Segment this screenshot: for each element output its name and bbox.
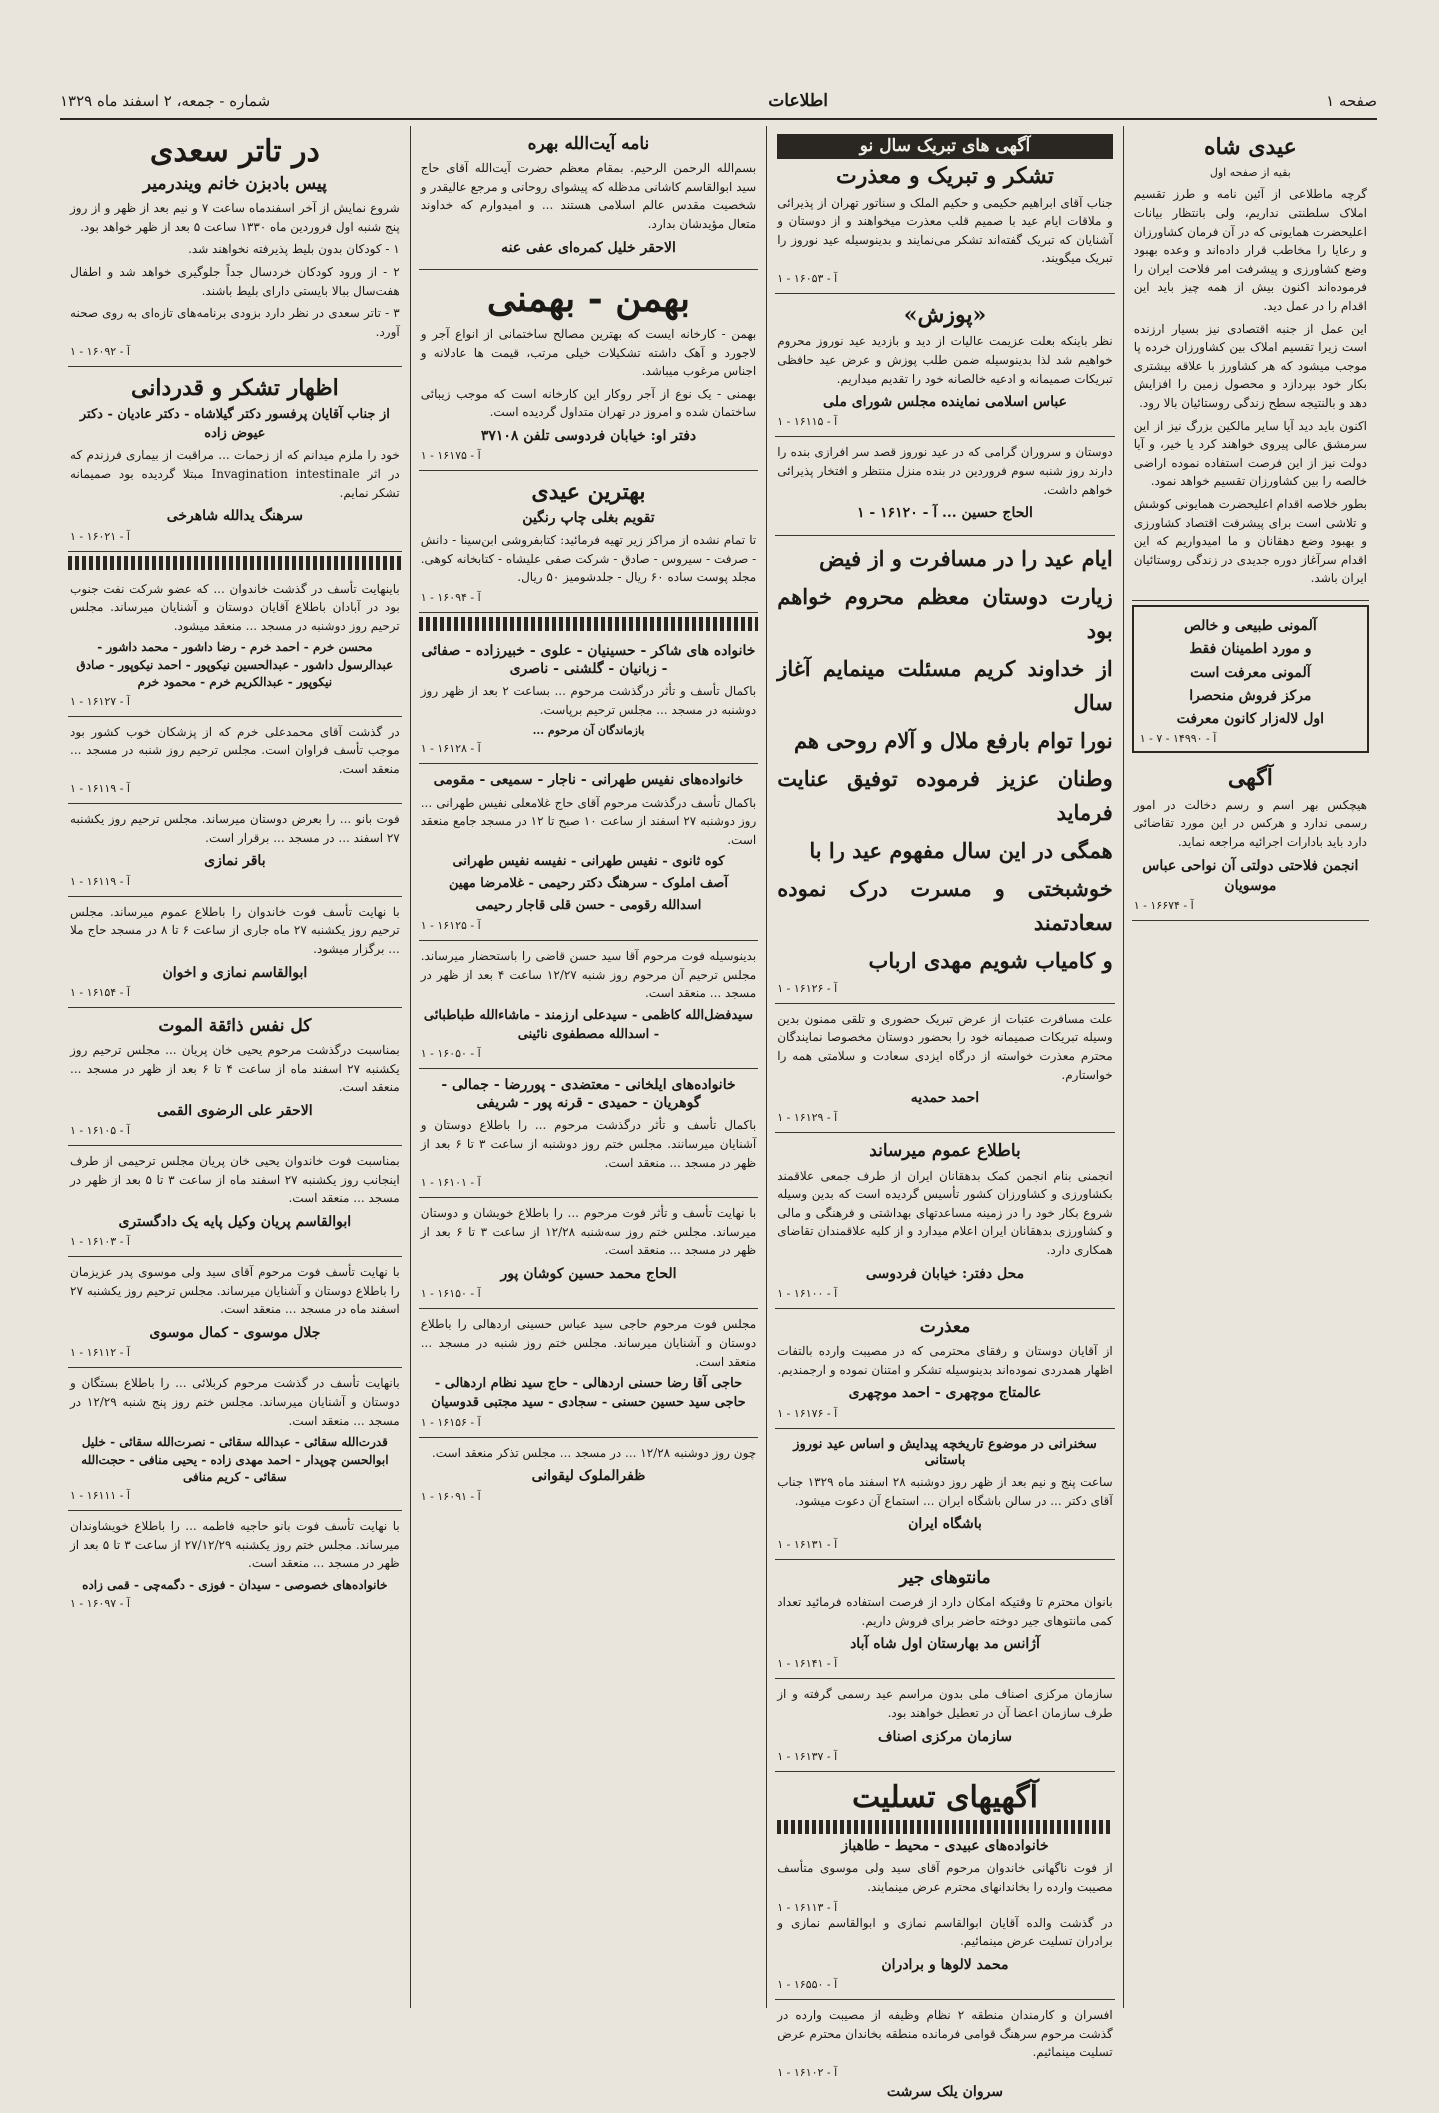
condolence-header: آگهیهای تسلیت xyxy=(852,1779,1038,1815)
qazi-ad xyxy=(419,941,759,1069)
families-text: باکمال تأسف و تأثر درگذشت مرحوم ... را باطلاع دوستان و آشنایان میرسانند. مجلس ختم روز دوشنبه از ساعت ۳ تا ۶ بعد از ظهر در مسجد ... منعقد است. xyxy=(420,1118,757,1170)
guild-text: سازمان مرکزی اصناف ملی بدون مراسم عید رسمی گرفته و از طرف سازمان اعضا آن در تعطیل خواهند بود. xyxy=(777,1687,1113,1720)
divider xyxy=(419,617,759,631)
notice-text: هیچکس بهر اسم و رسم دخالت در امور رسمی ندارد و هرکس در این مورد تقاضائی دارد باید بادارات اجرائیه مراجعه نماید. xyxy=(1133,797,1367,849)
editorial-shah xyxy=(1132,126,1369,601)
regret-text: از آقایان دوستان و رفقای محترمی که در مصیبت وارده بالتفات اظهار همدردی نموده‌اند بدینوسیله تشکر و امتنان نموده و ارجمندیم. xyxy=(777,1344,1113,1377)
arbab-line: ایام عید را در مسافرت و از فیض xyxy=(819,545,1113,571)
families-signature: اسدالله رقومی - حسن قلی قاجار رحیمی xyxy=(475,898,702,914)
divider xyxy=(777,1820,1113,1834)
ardahali-ad xyxy=(419,1309,759,1437)
ad-code: آ - ۱۶۱۱۹ - ۱ xyxy=(70,874,130,888)
bahman-ad xyxy=(419,270,759,471)
ad-code: آ - ۱۶۰۵۳ - ۱ xyxy=(777,272,838,286)
ad-code: آ - ۱۶۱۰۰ - ۱ xyxy=(777,1286,838,1300)
gratitude-text: خود را ملزم میدانم که از زحمات ... مراقبت از بیماری فرزندم که در اثر Invagination intestinale مبتلا گردیده بود صمیمانه تشکر نمایم. xyxy=(70,448,400,500)
ad-code: آ - ۱۶۱۱۱ - ۱ xyxy=(70,1489,130,1503)
theater-title: در تاتر سعدی xyxy=(149,134,320,169)
ad-code: آ - ۱۶۰۹۱ - ۱ xyxy=(420,1489,481,1503)
ad-code: آ - ۱۶۱۱۹ - ۱ xyxy=(70,782,130,796)
ad-code: آ - ۱۶۱۷۶ - ۱ xyxy=(777,1406,838,1420)
condolence-families: خانواده‌های عبیدی - محیط - طاهباز xyxy=(841,1837,1049,1854)
apology-text: نظر باینکه بعلت عزیمت عالیات از دید و بازدید عید نوروز محروم خواهیم شد لذا بدینوسیله ضمن طلب پوزش و عرض عید حافظی تبریکات صمیمانه و ادعیه خالصانه خود را تقدیم میداریم. xyxy=(777,334,1113,386)
doctor-ad xyxy=(68,717,402,805)
families-signature: بازماندگان آن مرحوم ... xyxy=(532,724,645,738)
namazi-ad xyxy=(68,804,402,896)
ad-code: آ - ۱۶۶۷۴ - ۱ xyxy=(1133,899,1194,913)
namazi-text: فوت بانو ... را بعرض دوستان میرساند. مجلس ترحیم روز یکشنبه ۲۷ اسفند ... در مسجد ... برقرار است. xyxy=(70,812,400,845)
reception-text: دوستان و سروران گرامی که در عید نوروز قصد سر افرازی بنده را دارند روز شنبه سوم فروردین در بنده منزل منتظر و افتخار پذیرائی خواهم داشت. xyxy=(777,445,1113,497)
namazi-brothers-ad xyxy=(68,897,402,1008)
kooshan-signature: الحاج محمد حسین کوشان پور xyxy=(500,1266,677,1283)
families-signature: کوه ثانوی - نفیس طهرانی - نفیسه نفیس طهرانی xyxy=(452,854,725,870)
coat-text: بانوان محترم تا وقتیکه امکان دارد از فرصت استفاده فرمائید تعداد کمی مانتوهای جیر دوخته حاضر برای فروش داریم. xyxy=(777,1594,1113,1628)
arbab-line: زیارت دوستان معظم محروم خواهم بود xyxy=(777,583,1113,643)
almond-ad xyxy=(1132,605,1369,753)
ad-code: آ - ۱۶۱۱۵ - ۱ xyxy=(777,415,838,429)
theater-item: ۳ - تاتر سعدی در نظر دارد بزودی برنامه‌های تازه‌ای به روی صحنه آورد. xyxy=(70,306,400,339)
columns xyxy=(60,126,1377,2100)
ad-code: آ - ۱۶۰۵۰ - ۱ xyxy=(420,1047,481,1061)
editorial-para: این عمل از جنبه اقتصادی نیز بسیار ارزنده است زیرا تقسیم املاک بین کشاورزان خرده پا موجب میشود که هر کشاورز با علاقه بیشتری بکار خود بپردازد و محصول زمین را افزایش دهد و بالنتیجه سطح زندگی روستائیان بالا رود. xyxy=(1133,321,1367,410)
ad-code: آ - ۱۴۹۹۰ - ۷ - ۱ xyxy=(1139,732,1217,746)
apology-ad xyxy=(775,294,1115,437)
arbab-line: وطنان عزیز فرموده توفیق عنایت فرماید xyxy=(777,765,1113,825)
namazi-brothers-text: با نهایت تأسف فوت خاندوان را باطلاع عموم میرساند. مجلس ترحیم روز یکشنبه ۲۷ ماه جاری از ساعت ۶ تا ۸ در مسجد حاج ملا ... برگزار میشود. xyxy=(70,904,400,956)
khorram-signature: محسن خرم - احمد خرم - رضا داشور - محمد داشور - عبدالرسول داشور - عبدالحسین نیکوپور - احمد نیکوپور - صادق نیکوپور - عبدالکریم خرم - محمود خرم xyxy=(76,640,394,690)
ad-code: آ - ۱۶۰۲۱ - ۱ xyxy=(70,529,130,543)
families-title: خانواده‌های نفیس طهرانی - ناجار - سمیعی - مقومی xyxy=(433,772,744,789)
editorial-para: اکنون باید دید آیا سایر مالکین بزرگ نیز از این سرمشق عالی پیروی خواهند کرد یا خیر، و آیا دولت نیز از این فرصت استفاده نموده اراضی خالصه را بین کشاورزان تقسیم خواهد نمود. xyxy=(1133,418,1367,489)
condolence-section xyxy=(775,1772,1115,2000)
bahman-text: بهمنی - یک نوع از آجر روکار این کارخانه است که موجب زیبائی ساختمان شده و امروز در تهران متداول گردیده است. xyxy=(420,386,757,420)
almond-line: و مورد اطمینان فقط xyxy=(1189,641,1312,658)
arbab-line: همگی در این سال مفهوم عید را با xyxy=(809,837,1113,863)
fatemeh-signature: خانواده‌های خصوصی - سیدان - فوزی - دگمه‌چی - قمی زاده xyxy=(82,1578,388,1593)
officers-text: افسران و کارمندان منطقه ۲ نظام وظیفه از مصیبت وارده در گذشت مرحوم سرهنگ قوامی فرمانده منطقه بخاندان محترم عرض تسلیت مینمائیم. xyxy=(777,2008,1113,2060)
families-title: خانواده‌های ایلخانی - معتضدی - پوررضا - جمالی - گوهریان - حمیدی - قرنه پور - شریفی xyxy=(441,1077,736,1111)
arbab-line: از خداوند کریم مسئلت مینمایم آغاز سال xyxy=(777,655,1113,715)
pilgrimage-signature: احمد حمدیه xyxy=(910,1090,980,1107)
ad-code: آ - ۱۶۱۱۳ - ۱ xyxy=(777,1900,838,1914)
ad-code: آ - ۱۶۱۵۴ - ۱ xyxy=(70,985,130,999)
almond-line: آلمونی معرفت است xyxy=(1190,664,1311,681)
families-title: خانواده های شاکر - حسینیان - علوی - خبیرزاده - صفائی - زبانیان - گلشنی - ناصری xyxy=(421,643,756,677)
ad-code: آ - ۱۶۱۱۲ - ۱ xyxy=(70,1346,130,1360)
ad-code: آ - ۱۶۱۵۶ - ۱ xyxy=(420,1415,481,1429)
column-1 xyxy=(1123,126,1377,2008)
ad-code: آ - ۱۶۱۰۲ - ۱ xyxy=(777,2065,838,2079)
theater-play: پیس بادبزن خانم ویندرمیر xyxy=(142,174,327,194)
parian-ad xyxy=(68,1146,402,1257)
guild-signature: سازمان مرکزی اصناف xyxy=(878,1728,1012,1745)
calendar-subtitle: تقویم بغلی چاپ رنگین xyxy=(522,509,655,526)
khorram-ad xyxy=(68,574,402,717)
arbab-line: نورا توام بارفع ملال و آلام روحی هم xyxy=(793,727,1113,753)
leyghvani-signature: ظفرالملوک لیقوانی xyxy=(531,1468,646,1485)
leyghvani-ad xyxy=(419,1438,759,1511)
arbab-line: و کامیاب شویم مهدی ارباب xyxy=(868,947,1113,973)
regret-ad xyxy=(775,1309,1115,1429)
almond-line: آلمونی طبیعی و خالص xyxy=(1183,617,1317,634)
ad-code: آ - ۱۶۱۲۷ - ۱ xyxy=(70,694,130,708)
parian-text: بمناسبت فوت خاندوان یحیی خان پریان مجلس ترحیمی از طرف اینجانب روز یکشنبه ۲۷ اسفند ماه از ساعت ۳ تا ۵ بعد از ظهر در مسجد ... منعقد است. xyxy=(70,1154,400,1206)
ilkhani-families-ad xyxy=(419,1069,759,1198)
theater-item: ۲ - از ورود کودکان خردسال جداً جلوگیری خواهد شد و اطفال هفت‌سال ببالا بایستی دارای بلیط باشند. xyxy=(70,265,400,298)
gratitude-title: اظهار تشکر و قدردانی xyxy=(130,375,339,402)
ayatollah-letter xyxy=(419,126,759,270)
letter-signature: الاحقر خلیل کمره‌ای عفی عنه xyxy=(501,239,676,256)
letter-text: بسم‌الله الرحمن الرحیم. بمقام معظم حضرت آیت‌الله آقای حاج سید ابوالقاسم کاشانی مدظله که پیشوای روحانی و مرجع عالیقدر و شخصیت مقدس عالم اسلامی هستند ... و امیدوارم که خداوند متعال مؤیدشان بدارد. xyxy=(420,161,757,232)
issue-date: شماره - جمعه، ۲ اسفند ماه ۱۳۲۹ xyxy=(60,92,271,110)
ad-code: آ - ۱۶۱۷۵ - ۱ xyxy=(420,449,481,463)
new-year-header: آگهی های تبریک سال نو xyxy=(777,134,1113,159)
mousavi-text: با نهایت تأسف فوت مرحوم آقای سید ولی موسوی پدر عزیزمان را باطلاع دوستان و آشنایان میرساند. مجلس ترحیم روز یکشنبه ۲۷ اسفند ماه در مسجد ... منعقد است. xyxy=(70,1265,400,1317)
reception-signature: الحاج حسین ... آ - ۱۶۱۲۰ - ۱ xyxy=(857,505,1033,522)
saqaei-text: بانهایت تأسف در گذشت مرحوم کربلائی ... را باطلاع بستگان و دوستان و آشنایان میرساند. مجلس ختم روز پنج شنبه ۱۲/۲۹ در مسجد ... منعقد است. xyxy=(70,1376,400,1428)
ad-code: آ - ۱۶۱۰۱ - ۱ xyxy=(420,1176,481,1190)
ad-code: آ - ۱۶۱۰۳ - ۱ xyxy=(70,1235,130,1249)
column-2 xyxy=(766,126,1123,2100)
mousavi-ad xyxy=(68,1257,402,1368)
regret-signature: عالمتاج موچهری - احمد موچهری xyxy=(848,1385,1042,1402)
ad-code: آ - ۱۶۰۹۲ - ۱ xyxy=(70,345,130,359)
masthead xyxy=(60,84,1377,120)
new-year-ad xyxy=(775,126,1115,294)
fatemeh-text: با نهایت تأسف فوت بانو حاجیه فاطمه ... را باطلاع خویشاوندان میرساند. مجلس ختم روز یکشنبه ۲۷/۱۲/۲۹ از ساعت ۳ تا ۵ بعد از ظهر در مسجد ... منعقد است. xyxy=(70,1519,400,1571)
calendar-ad xyxy=(419,471,759,613)
editorial-subtitle: بقیه از صفحه اول xyxy=(1209,166,1291,180)
gratitude-signature: سرهنگ یدالله شاهرخی xyxy=(166,508,304,525)
verse-title: کل نفس ذائقة الموت xyxy=(158,1015,312,1036)
saadi-theater-ad xyxy=(68,126,402,367)
theater-item: ۱ - کودکان بدون بلیط پذیرفته نخواهند شد. xyxy=(188,242,400,257)
public-notice-ad xyxy=(775,1133,1115,1309)
saqaei-signature: قدرت‌الله سقائی - عبدالله سقائی - نصرت‌الله سقائی - خلیل ابوالحسن چوپدار - احمد مهدی زاده - یحیی منافی - حجت‌الله سقائی - کریم منافی xyxy=(81,1435,389,1484)
coat-signature: آژانس مد بهارستان اول شاه آباد xyxy=(850,1636,1040,1653)
lecture-text: ساعت پنج و نیم بعد از ظهر روز دوشنبه ۲۸ اسفند ماه ۱۳۲۹ جناب آقای دکتر ... در سالن باشگاه ایران ... استماع آن دعوت میشود. xyxy=(777,1475,1113,1508)
pilgrimage-text: علت مسافرت عتبات از عرض تبریک حضوری و تلقی ممنون بدین وسیله تبریکات صمیمانه خود را بحضور دوستان مخصوصا نمایندگان محترم معذرت خواسته از درگاه ایزدی سعادت و سلامتی همه را خواستارم. xyxy=(777,1011,1113,1082)
guild-ad xyxy=(775,1679,1115,1771)
bahman-title: بهمن - بهمنی xyxy=(486,277,691,320)
ad-code: آ - ۱۶۱۳۱ - ۱ xyxy=(777,1537,838,1551)
namazi-brothers-signature: ابوالقاسم نمازی و اخوان xyxy=(162,964,308,981)
condolence-signature: محمد لالوها و برادران xyxy=(881,1956,1009,1973)
column-3 xyxy=(410,126,767,2008)
ad-code: آ - ۱۶۱۳۷ - ۱ xyxy=(777,1749,838,1763)
calendar-title: بهترین عیدی xyxy=(531,479,646,506)
gratitude-ad xyxy=(68,367,402,551)
doctor-text: در گذشت آقای محمدعلی خرم که از پزشکان خوب کشور بود موجب تأسف فراوان است. مجلس ترحیم روز شنبه در مسجد ... منعقد است. xyxy=(70,724,400,776)
arbab-line: خوشبختی و مسرت درک نموده سعادتمند xyxy=(777,875,1113,935)
arbab-message xyxy=(775,536,1115,1004)
almond-line: اول لاله‌زار کانون معرفت xyxy=(1176,711,1325,728)
lecture-title: سخنرانی در موضوع تاریخچه پیدایش و اساس عید نوروز باستانی xyxy=(793,1436,1097,1468)
regret-title: معذرت xyxy=(919,1316,971,1337)
lecture-ad xyxy=(775,1429,1115,1560)
ad-code: آ - ۱۶۰۹۷ - ۱ xyxy=(70,1597,130,1611)
notice-ad xyxy=(1132,757,1369,921)
namazi-signature: باقر نمازی xyxy=(204,853,266,870)
public-notice-text: انجمنی بنام انجمن کمک بدهقانان ایران از طرف جمعی علاقمند بکشاورزی و کشاورزان کشور تأسیس گردیده است که بدین وسیله شروع بکار خود را در زمینه مساعدتهای بهداشتی و فرهنگی و مالی و کشاورزی بدهقانان ایران اعلام میدارد و از کلیه علاقمندان تقاضای همکاری دارد. xyxy=(777,1168,1113,1258)
public-notice-signature: محل دفتر: خیابان فردوسی xyxy=(865,1265,1025,1282)
gratitude-subtitle: از جناب آقایان پرفسور دکتر گیلاشاه - دکتر عادیان - دکتر عیوض زاده xyxy=(79,406,390,441)
kooshan-ad xyxy=(419,1198,759,1309)
nafis-families-ad xyxy=(419,764,759,941)
lecture-signature: باشگاه ایران xyxy=(908,1516,982,1533)
column-4 xyxy=(60,126,410,2008)
families-text: باکمال تأسف درگذشت مرحوم آقای حاج غلامعلی نفیس طهرانی ... روز دوشنبه ۲۷ اسفند از ساعت ۱۰ صبح تا ۱۲ در مسجد جامع منعقد است. xyxy=(420,795,757,847)
editorial-title: عیدی شاه xyxy=(1203,134,1297,160)
almond-line: مرکز فروش منحصرا xyxy=(1189,687,1312,704)
qazi-signature: سیدفضل‌الله کاظمی - سیدعلی ارزمند - ماشاءالله طباطبائی - اسدالله مصطفوی نائینی xyxy=(423,1007,754,1042)
fatemeh-ad xyxy=(68,1511,402,1618)
ad-code: آ - ۱۶۰۹۴ - ۱ xyxy=(420,591,481,605)
paper-name: اطلاعات xyxy=(768,91,828,111)
notice-signature: انجمن فلاحتی دولتی آن نواحی عباس موسویان xyxy=(1142,857,1359,894)
new-year-text: جناب آقای ابراهیم حکیمی و حکیم الملک و سناتور تهران از پذیرائی و ملاقات ایام عید با صمیم قلب معذرت میخواهند و از دوستان و آشنایان که تبریک گفته‌اند تشکر می‌نمایند و بدینوسیله عید نوروز را تبریک میگویند. xyxy=(777,195,1113,266)
kooshan-text: با نهایت تأسف و تأثر فوت مرحوم ... را باطلاع خویشان و دوستان میرساند. مجلس ختم روز سه‌شنبه ۱۲/۲۸ از ساعت ۳ تا ۶ بعد از ظهر در مسجد ... منعقد است. xyxy=(420,1206,757,1258)
ad-code: آ - ۱۶۱۵۰ - ۱ xyxy=(420,1287,481,1301)
officers-ad xyxy=(775,2000,1115,2113)
bahman-text: بهمن - کارخانه ایست که بهترین مصالح ساختمانی از انواع آجر و لاجورد و آهک داشته تشکیلات خیلی مرتب، قیمت ها عادلانه و اجناس مرغوب میباشد. xyxy=(420,327,757,379)
khorram-text: باینهایت تأسف در گذشت خاندوان ... که عضو شرکت نفت جنوب بود در آبادان باطلاع آقایان دوستان و آشنایان میرساند. مجلس ترحیم روز دوشنبه در مسجد ... منعقد میشود. xyxy=(70,581,400,633)
ad-code: آ - ۱۶۱۰۵ - ۱ xyxy=(70,1124,130,1138)
ad-code: آ - ۱۶۱۴۱ - ۱ xyxy=(777,1657,838,1671)
shaker-families-ad xyxy=(419,635,759,764)
reception-ad xyxy=(775,437,1115,535)
leyghvani-text: چون روز دوشنبه ۱۲/۲۸ ... در مسجد ... مجلس تذکر منعقد است. xyxy=(431,1445,757,1460)
parian-signature: ابوالقاسم پریان وکیل پایه یک دادگستری xyxy=(118,1213,352,1230)
verse-signature: الاحقر علی الرضوی القمی xyxy=(157,1102,313,1119)
ad-code: آ - ۱۶۵۵۰ - ۱ xyxy=(777,1978,838,1992)
families-signature: آصف املوک - سرهنگ دکتر رحیمی - غلامرضا مهین xyxy=(449,876,728,892)
coat-ad xyxy=(775,1560,1115,1680)
ardahali-text: مجلس فوت مرحوم حاجی سید عباس حسینی اردهالی را باطلاع دوستان و آشنایان میرساند. مجلس ختم روز شنبه در مسجد ... منعقد است. xyxy=(420,1317,757,1369)
public-notice-title: باطلاع عموم میرساند xyxy=(869,1141,1021,1162)
saqaei-ad xyxy=(68,1368,402,1511)
families-text: باکمال تأسف و تأثر درگذشت مرحوم ... بساعت ۲ بعد از ظهر روز دوشنبه در مسجد ... مجلس ترحیم برپاست. xyxy=(420,684,757,717)
bahman-address: دفتر او: خیابان فردوسی تلفن ۳۷۱۰۸ xyxy=(480,428,697,445)
apology-signature: عباس اسلامی نماینده مجلس شورای ملی xyxy=(823,394,1067,411)
page-number: صفحه ۱ xyxy=(1326,92,1377,110)
notice-title: آگهی xyxy=(1227,765,1273,792)
editorial-para: بطور خلاصه اقدام اعلیحضرت همایونی کوشش و تلاشی است برای پیشرفت اقتصاد کشاورزی و بهبود وضع دهقانان و ما امیدواریم که این اقدام سرآغاز دوره جدیدی در زندگی روستائیان ایران باشد. xyxy=(1133,496,1367,586)
editorial-para: گرچه ماطلاعی از آئین نامه و طرز تقسیم املاک سلطنتی نداریم، ولی بانتظار بیانات اعلیحضرت همایونی که در آن فرمان کشاورزان و رعایا را مخاطب قرار داده‌اند و وعده بهبود وضع کشاورزی و پیشرفت امر فلاحت ایران را فرموده‌اند اکنون بیش از همه چیز باید این اقدام را در عمل دید. xyxy=(1133,187,1367,313)
condolence-text: در گذشت والده آقایان ابوالقاسم نمازی و ابوالقاسم نمازی و برادران تسلیت عرض مینمائیم. xyxy=(777,1915,1113,1949)
new-year-subtitle: تشکر و تبریک و معذرت xyxy=(836,163,1054,190)
ardahali-signature: حاجی آقا رضا حسنی اردهالی - حاج سید نظام اردهالی - حاجی سید حسین حسنی - سجادی - سید مجتبی قدوسیان xyxy=(431,1376,746,1410)
theater-text: شروع نمایش از آخر اسفندماه ساعت ۷ و نیم بعد از ظهر و از روز پنج شنبه اول فروردین ماه ۱۳۳۰ ساعت ۵ بعد از ظهر خواهد بود. xyxy=(70,201,400,234)
condolence-text: از فوت ناگهانی خاندوان مرحوم آقای سید ولی موسوی متأسف مصیبت وارده را بخاندانهای محترم عرض مینمایند. xyxy=(777,1861,1113,1894)
quran-verse-ad xyxy=(68,1008,402,1146)
mousavi-signature: جلال موسوی - کمال موسوی xyxy=(149,1325,321,1342)
ad-code: آ - ۱۶۱۲۸ - ۱ xyxy=(420,742,481,756)
verse-text: بمناسبت درگذشت مرحوم یحیی خان پریان ... مجلس ترحیم روز یکشنبه ۲۷ اسفند ماه از ساعت ۴ تا ۶ بعد از ظهر در مسجد ... منعقد است. xyxy=(70,1043,400,1095)
ad-code: آ - ۱۶۱۲۹ - ۱ xyxy=(777,1111,838,1125)
officers-signature: سروان یلک سرشت xyxy=(886,2083,1004,2100)
apology-title: «پوزش» xyxy=(903,302,987,329)
coat-title: مانتوهای جیر xyxy=(899,1567,991,1588)
pilgrimage-ad xyxy=(775,1004,1115,1134)
divider xyxy=(68,556,402,570)
ad-code: آ - ۱۶۱۲۵ - ۱ xyxy=(420,918,481,932)
qazi-text: بدینوسیله فوت مرحوم آقا سید حسن قاضی را باستحضار میرساند. مجلس ترحیم آن مرحوم روز شنبه ۱۲/۲۷ ساعت ۴ بعد از ظهر در مسجد ... منعقد است. xyxy=(420,948,757,1001)
calendar-text: تا تمام نشده از مراکز زیر تهیه فرمائید: کتابفروشی ابن‌سینا - دانش - صرفت - سیروس - صادق - شرکت صفی علیشاه - کتابخانه کوهی. مجلد پوست ساده ۶۰ ریال - جلدشومیز ۵۰ ریال. xyxy=(420,533,757,585)
ad-code: آ - ۱۶۱۲۶ - ۱ xyxy=(777,981,838,995)
letter-title: نامه آیت‌الله بهره xyxy=(527,134,650,154)
